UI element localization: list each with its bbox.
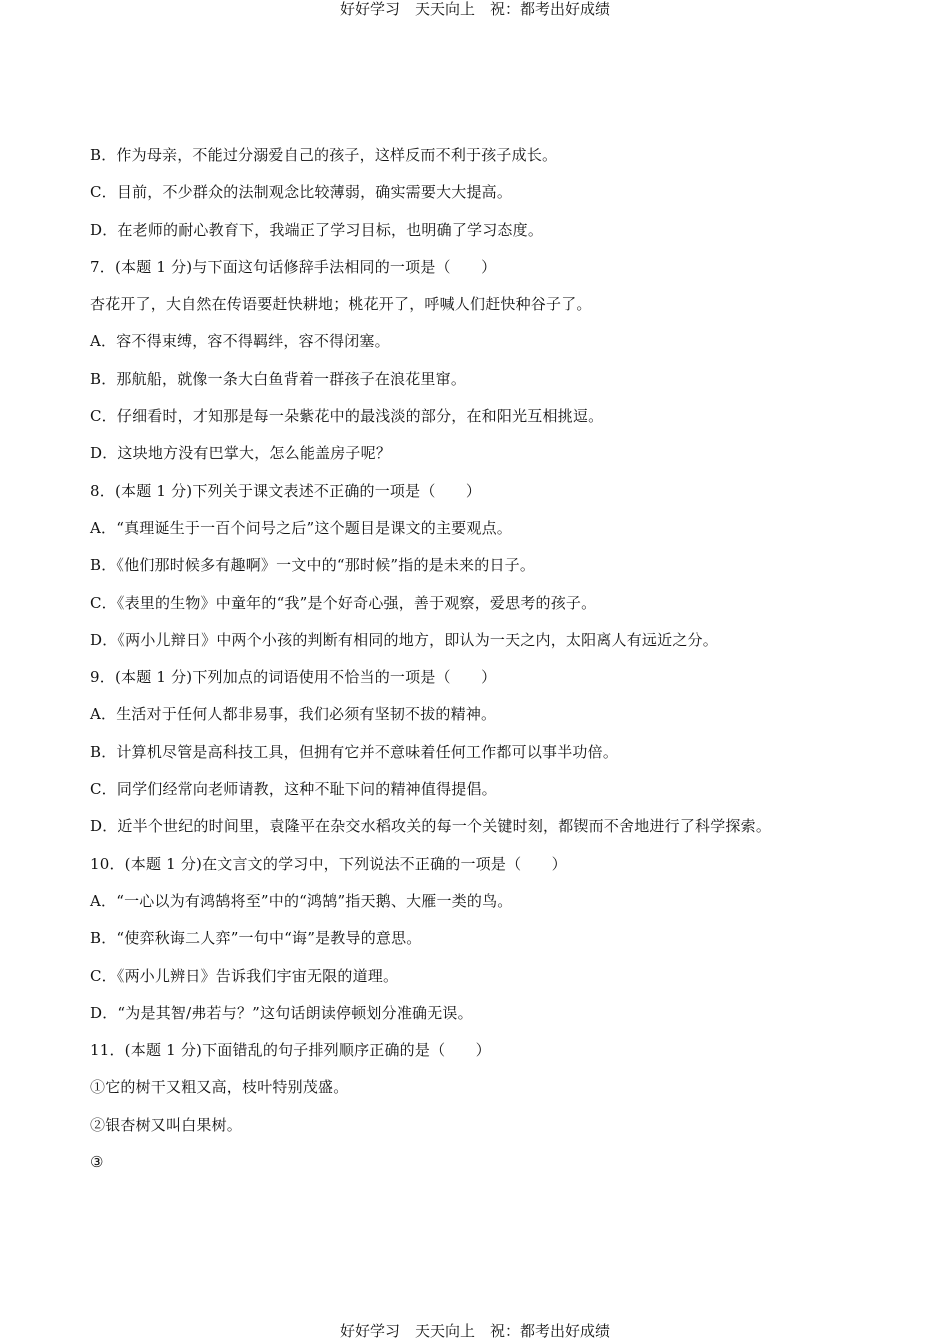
option-line: D．《两小儿辩日》中两个小孩的判断有相同的地方，即认为一天之内，太阳离人有远近之分。 <box>90 630 718 649</box>
option-line: C．仔细看时，才知那是每一朵紫花中的最浅淡的部分，在和阳光互相挑逗。 <box>90 407 604 426</box>
question-line: 11．(本题 1 分)下面错乱的句子排列顺序正确的是（ ） <box>90 1041 491 1060</box>
document-body <box>90 145 910 1189</box>
option-line: D．近半个世纪的时间里，袁隆平在杂交水稻攻关的每一个关键时刻，都锲而不舍地进行了科学探索。 <box>90 817 772 836</box>
option-line: B．计算机尽管是高科技工具，但拥有它并不意味着任何工作都可以事半功倍。 <box>90 742 619 761</box>
question-line: 10．(本题 1 分)在文言文的学习中，下列说法不正确的一项是（ ） <box>90 854 567 873</box>
option-line: B．那航船，就像一条大白鱼背着一群孩子在浪花里窜。 <box>90 369 467 388</box>
sentence-item: ②银杏树又叫白果树。 <box>90 1115 243 1134</box>
sentence-item: ③ <box>90 1153 104 1172</box>
option-line: A．“一心以为有鸿鹄将至”中的“鸿鹄”指天鹅、大雁一类的鸟。 <box>90 891 513 910</box>
option-line: D．这块地方没有巴掌大，怎么能盖房子呢？ <box>90 444 392 463</box>
sentence-item: ①它的树干又粗又高，枝叶特别茂盛。 <box>90 1078 349 1097</box>
question-line: 9．(本题 1 分)下列加点的词语使用不恰当的一项是（ ） <box>90 668 497 687</box>
question-line: 7．(本题 1 分)与下面这句话修辞手法相同的一项是（ ） <box>90 257 497 276</box>
page-footer: 好好学习 天天向上 祝：都考出好成绩 <box>339 1322 610 1340</box>
page-header: 好好学习 天天向上 祝：都考出好成绩 <box>339 0 610 18</box>
option-line: C．《两小儿辨日》告诉我们宇宙无限的道理。 <box>90 966 399 985</box>
option-line: A．容不得束缚，容不得羁绊，容不得闭塞。 <box>90 332 390 351</box>
option-line: B．作为母亲，不能过分溺爱自己的孩子，这样反而不利于孩子成长。 <box>90 146 558 164</box>
option-line: D．“为是其智/弗若与？”这句话朗读停顿划分准确无误。 <box>90 1003 473 1022</box>
option-line: C．同学们经常向老师请教，这种不耻下问的精神值得提倡。 <box>90 780 497 799</box>
option-line: B．“使弈秋诲二人弈”一句中“诲”是教导的意思。 <box>90 929 422 948</box>
option-line: A．生活对于任何人都非易事，我们必须有坚韧不拔的精神。 <box>90 705 497 724</box>
option-line: C．目前，不少群众的法制观念比较薄弱，确实需要大大提高。 <box>90 183 513 202</box>
option-line: C．《表里的生物》中童年的“我”是个好奇心强，善于观察，爱思考的孩子。 <box>90 593 597 612</box>
question-sentence: 杏花开了，大自然在传语要赶快耕地；桃花开了，呼喊人们赶快种谷子了。 <box>90 295 592 314</box>
question-line: 8．(本题 1 分)下列关于课文表述不正确的一项是（ ） <box>90 481 482 500</box>
option-line: B．《他们那时候多有趣啊》一文中的“那时候”指的是未来的日子。 <box>90 556 536 575</box>
option-line: D．在老师的耐心教育下，我端正了学习目标，也明确了学习态度。 <box>90 220 544 239</box>
option-line: A．“真理诞生于一百个问号之后”这个题目是课文的主要观点。 <box>90 518 512 537</box>
